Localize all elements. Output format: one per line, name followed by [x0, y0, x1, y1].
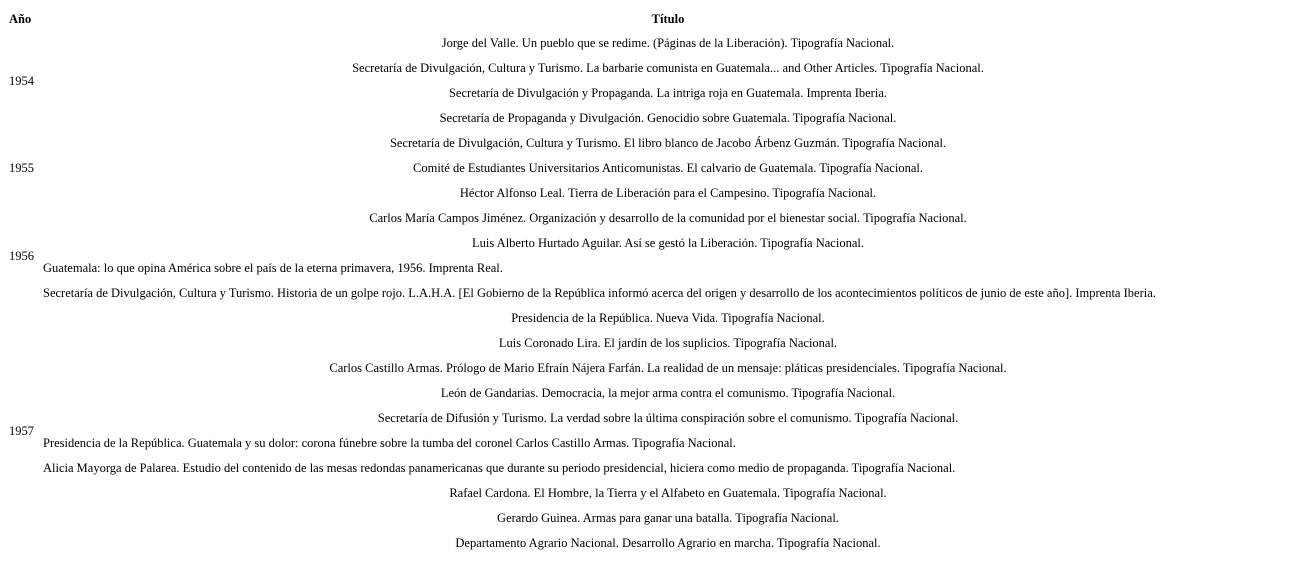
- table-row: [8, 107, 1294, 130]
- title-cell: León de Gandarias. Democracia, la mejor arma contra el comunismo. Tipografía Nacional.: [440, 386, 896, 400]
- title-cell: Presidencia de la República. Nueva Vida. Tipografía Nacional.: [511, 311, 825, 325]
- table-row: [8, 307, 1294, 330]
- table-row: [8, 32, 1294, 55]
- title-cell: Secretaría de Divulgación, Cultura y Turismo. El libro blanco de Jacobo Árbenz Guzmán. Tipografía Nacional.: [389, 136, 947, 150]
- title-cell: Luis Alberto Hurtado Aguilar. Así se gestó la Liberación. Tipografía Nacional.: [472, 236, 864, 250]
- title-cell: Secretaría de Difusión y Turismo. La verdad sobre la última conspiración sobre el comunismo. Tipografía Nacional.: [377, 411, 959, 425]
- title-cell: Departamento Agrario Nacional. Desarrollo Agrario en marcha. Tipografía Nacional.: [455, 536, 881, 550]
- table-row: [8, 357, 1294, 380]
- title-cell: Gerardo Guinea. Armas para ganar una batalla. Tipografía Nacional.: [497, 511, 839, 525]
- title-cell: Rafael Cardona. El Hombre, la Tierra y el Alfabeto en Guatemala. Tipografía Nacional.: [449, 486, 887, 500]
- title-cell: Carlos María Campos Jiménez. Organización y desarrollo de la comunidad por el bienestar social. Tipografía Nacional.: [369, 211, 967, 225]
- table-row: [8, 407, 1294, 430]
- title-cell: Guatemala: lo que opina América sobre el país de la eterna primavera, 1956. Imprenta Real.: [43, 261, 503, 275]
- title-cell: Secretaría de Propaganda y Divulgación. Genocidio sobre Guatemala. Tipografía Nacional.: [439, 111, 897, 125]
- table-row: [8, 382, 1294, 405]
- table-row: [8, 332, 1294, 355]
- table-row: [8, 482, 1294, 505]
- table-row: [8, 282, 1294, 305]
- title-cell: Alicia Mayorga de Palarea. Estudio del contenido de las mesas redondas panamericanas que durante su periodo presidencial, hiciera como medio de propaganda. Tipografía Nacional.: [43, 461, 956, 475]
- table-row: [8, 82, 1294, 105]
- table-row: [8, 182, 1294, 205]
- table-row: [8, 207, 1294, 230]
- table-row: [8, 457, 1294, 480]
- title-cell: Luis Coronado Lira. El jardín de los suplicios. Tipografía Nacional.: [498, 336, 838, 350]
- year-cell-1955: 1955: [9, 161, 34, 175]
- year-column-header: Año: [9, 11, 32, 26]
- title-cell: Secretaría de Divulgación y Propaganda. La intriga roja en Guatemala. Imprenta Iberia.: [448, 86, 887, 100]
- title-cell: Carlos Castillo Armas. Prólogo de Mario Efraín Nájera Farfán. La realidad de un mensaje: pláticas presidenciales. Tipografía Nacional.: [329, 361, 1007, 375]
- title-column-header: Título: [651, 11, 685, 26]
- table-header-row: [8, 8, 1294, 30]
- table-row: [8, 157, 1294, 180]
- title-cell: Jorge del Valle. Un pueblo que se redime. (Páginas de la Liberación). Tipografía Nacional.: [441, 36, 895, 50]
- table-row: [8, 132, 1294, 155]
- title-cell: Secretaría de Divulgación, Cultura y Turismo. Historia de un golpe rojo. L.A.H.A. [El Gobierno de la República informó acerca del origen y desarrollo de los acontecimientos políticos de junio de este año]. Imprenta Iberia.: [43, 286, 1156, 300]
- table-row: [8, 57, 1294, 80]
- bibliography-table: [6, 6, 1296, 557]
- year-cell-1954: 1954: [9, 73, 34, 88]
- table-row: [8, 532, 1294, 555]
- title-cell: Secretaría de Divulgación, Cultura y Turismo. La barbarie comunista en Guatemala... and Other Articles. Tipografía Nacional.: [352, 61, 984, 75]
- title-cell: Comité de Estudiantes Universitarios Anticomunistas. El calvario de Guatemala. Tipografía Nacional.: [413, 161, 923, 175]
- year-cell-1957: 1957: [9, 423, 34, 438]
- title-cell: Héctor Alfonso Leal. Tierra de Liberación para el Campesino. Tipografía Nacional.: [459, 186, 877, 200]
- table-row: [8, 257, 1294, 280]
- table-row: [8, 432, 1294, 455]
- table-row: [8, 507, 1294, 530]
- table-row: [8, 232, 1294, 255]
- year-cell-1956: 1956: [9, 248, 34, 263]
- title-cell: Presidencia de la República. Guatemala y su dolor: corona fúnebre sobre la tumba del coronel Carlos Castillo Armas. Tipografía Nacional.: [43, 436, 736, 450]
